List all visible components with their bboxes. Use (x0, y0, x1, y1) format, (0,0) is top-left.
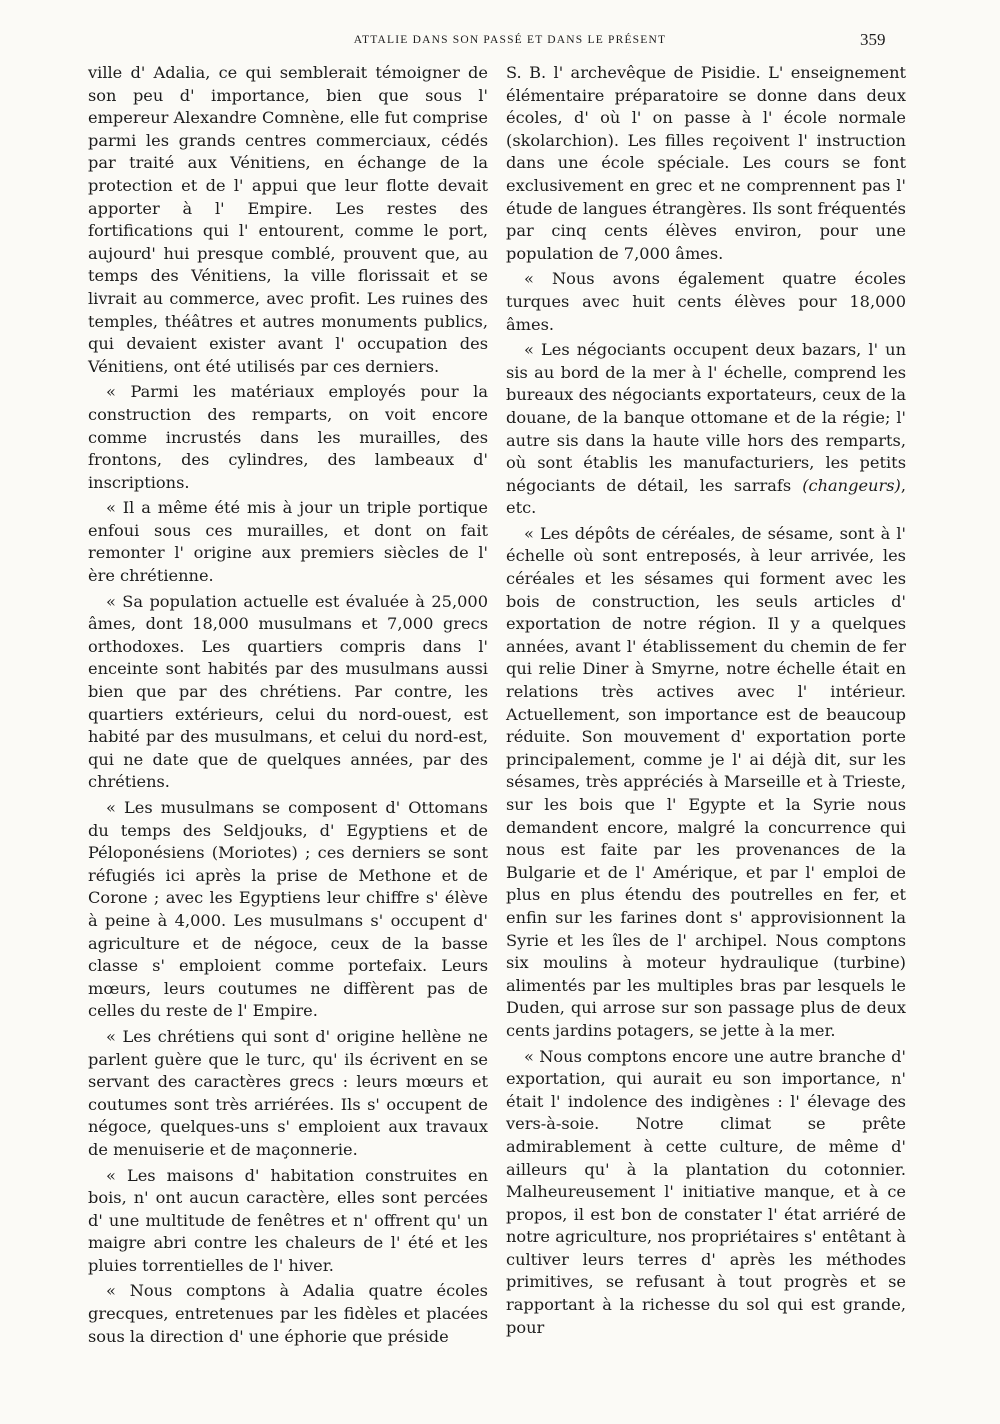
paragraph: ville d' Adalia, ce qui semblerait témoigner de son peu d' importance, bien que sous l' empereur Alexandre Comnène, elle fut comprise parmi les grands centres commerciaux, cédés par traité aux Vénitiens, en échange de la protection et de l' appui que leur flotte devait apporter à l' Empire. Les restes des fortifications qui l' entourent, comme le port, aujourd' hui presque comblé, prouvent que, au temps des Vénitiens, la ville florissait et se livrait au commerce, avec profit. Les ruines des temples, théâtres et autres monuments publics, qui devaient exister avant l' occupation des Vénitiens, ont été utilisés par ces derniers. (88, 63, 488, 376)
paragraph: « Les musulmans se composent d' Ottomans du temps des Seldjouks, d' Egyptiens et de Péloponésiens (Moriotes) ; ces derniers se sont réfugiés ici après la prise de Methone et de Corone ; avec les Egyptiens leur chiffre s' élève à peine à 4,000. Les musulmans s' occupent d' agriculture et de négoce, ceux de la basse classe s' emploient comme portefaix. Leurs mœurs, leurs coutumes ne diffèrent pas de celles du reste de l' Empire. (88, 798, 488, 1021)
running-title: ATTALIE DANS SON PASSÉ ET DANS LE PRÉSENT (353, 34, 667, 46)
paragraph: « Il a même été mis à jour un triple portique enfoui sous ces murailles, et dont on fait remonter l' origine aux premiers siècles de l' ère chrétienne. (88, 498, 488, 586)
paragraph: « Les maisons d' habitation construites en bois, n' ont aucun caractère, elles sont percées d' une multitude de fenêtres et n' offrent qu' un maigre abri contre les chaleurs de l' été et les pluies torrentielles de l' hiver. (88, 1165, 488, 1275)
paragraph: « Nous comptons à Adalia quatre écoles grecques, entretenues par les fidèles et placées sous la direction d' une éphorie que préside (88, 1281, 488, 1346)
paragraph: S. B. l' archevêque de Pisidie. L' enseignement élémentaire préparatoire se donne dans deux écoles, d' où l' on passe à l' école normale (skolarchion). Les filles reçoivent l' instruction dans une école spéciale. Les cours se font exclusivement en grec et ne comprennent pas l' étude de langues étrangères. Ils sont fréquentés par cinq cents élèves environ, pour une population de 7,000 âmes. (506, 63, 906, 263)
paragraph: « Parmi les matériaux employés pour la construction des remparts, on voit encore comme incrustés dans les murailles, des frontons, des cylindres, des lambeaux d' inscriptions. (88, 382, 488, 492)
paragraph (506, 339, 906, 520)
page-number: 359 (860, 30, 886, 49)
italic-gloss: (changeurs) (802, 475, 901, 495)
paragraph: « Sa population actuelle est évaluée à 25,000 âmes, dont 18,000 musulmans et 7,000 grecs orthodoxes. Les quartiers compris dans l' enceinte sont habités par des musulmans aussi bien que par des chrétiens. Par contre, les quartiers extérieurs, celui du nord-ouest, est habité par des musulmans, et celui du nord-est, qui ne date que de quelques années, par des chrétiens. (88, 591, 488, 792)
paragraph-text: , etc. (506, 475, 906, 518)
left-column (88, 62, 488, 1351)
right-column (506, 62, 906, 1342)
paragraph-text: « Les négociants occupent deux bazars, l' un sis au bord de la mer à l' échelle, comprend les bureaux des négociants exportateurs, ceux de la douane, de la banque ottomane et de la régie; l' autre sis dans la haute ville hors des remparts, où sont établis les manufacturiers, les petits négociants de détail, les sarrafs (506, 340, 906, 495)
paragraph: « Les dépôts de céréales, de sésame, sont à l' échelle où sont entreposés, à leur arrivée, les céréales et les sésames qui forment avec les bois de construction, les seuls articles d' exportation de notre région. Il y a quelques années, avant l' établissement du chemin de fer qui relie Diner à Smyrne, notre échelle était en relations très actives avec l' intérieur. Actuellement, son importance est de beaucoup réduite. Son mouvement d' exportation porte principalement, comme je l' ai déjà dit, sur les sésames, très appréciés à Marseille et à Trieste, sur les bois que l' Egypte et la Syrie nous demandent encore, malgré la concurrence qui nous est faite par les provenances de la Bulgarie et de l' Amérique, et par l' emploi de plus en plus étendu des poutrelles en fer, et enfin sur les farines dont s' approvisionnent la Syrie et les îles de l' archipel. Nous comptons six moulins à moteur hydraulique (turbine) alimentés par les multiples bras par lesquels le Duden, qui arrose sur son passage plus de deux cents jardins potagers, se jette à la mer. (506, 523, 906, 1040)
paragraph: « Nous comptons encore une autre branche d' exportation, qui aurait eu son importance, n' était l' indolence des indigènes : l' élevage des vers-à-soie. Notre climat se prête admirablement à cette culture, de même d' ailleurs qu' à la plantation du cotonnier. Malheureusement l' initiative manque, et à ce propos, il est bon de constater l' état arriéré de notre agriculture, nos propriétaires s' entêtant à cultiver leurs terres d' après les méthodes primitives, se refusant à tout progrès et se rapportant à la richesse du sol qui est grande, pour (506, 1046, 906, 1337)
paragraph: « Nous avons également quatre écoles turques avec huit cents élèves pour 18,000 âmes. (506, 269, 906, 334)
paragraph: « Les chrétiens qui sont d' origine hellène ne parlent guère que le turc, qu' ils écrivent en se servant des caractères grecs : leurs mœurs et coutumes sont très arriérées. Ils s' occupent de négoce, quelques-uns s' emploient aux travaux de menuiserie et de maçonnerie. (88, 1026, 488, 1159)
